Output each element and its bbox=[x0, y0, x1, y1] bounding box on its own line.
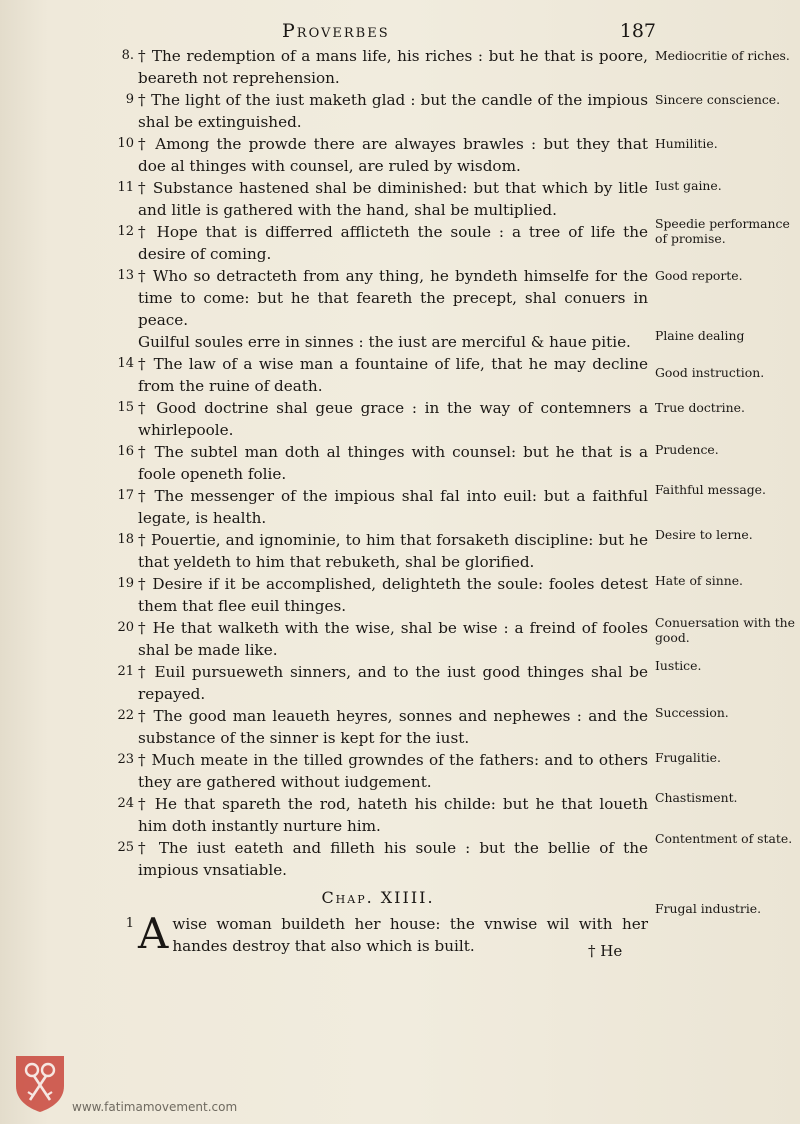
verse-number: 24 bbox=[117, 796, 134, 811]
margin-note: Good reporte. bbox=[655, 268, 743, 283]
verse-text: † The subtel man doth al thinges with counsel: but he that is a foole openeth folie. bbox=[138, 443, 648, 483]
verse-text: † The messenger of the impious shal fal into euil: but a faithful legate, is health. bbox=[138, 487, 648, 527]
verse-number: 14 bbox=[117, 356, 134, 371]
verse-number: 19 bbox=[117, 576, 134, 591]
page-header bbox=[140, 20, 660, 46]
footer-url: www.fatimamovement.com bbox=[72, 1100, 238, 1114]
verse-number: 16 bbox=[117, 444, 134, 459]
verse-number: 10 bbox=[117, 136, 134, 151]
verse-number: 13 bbox=[117, 268, 134, 283]
verse-number: 23 bbox=[117, 752, 134, 767]
verse-text: † Good doctrine shal geue grace : in the way of contemners a whirlepoole. bbox=[138, 399, 648, 439]
verse bbox=[108, 265, 648, 331]
verse bbox=[108, 45, 648, 89]
margin-note: Iustice. bbox=[655, 658, 702, 673]
verse-text: † Much meate in the tilled growndes of the fathers: and to others they are gathered without iudgement. bbox=[138, 751, 648, 791]
margin-note: Mediocritie of riches. bbox=[655, 48, 790, 63]
verse-number: 15 bbox=[117, 400, 134, 415]
margin-note: Conuersation with the good. bbox=[655, 615, 795, 645]
verse-number: 9 bbox=[125, 92, 134, 107]
verse-text: † The law of a wise man a fountaine of life, that he may decline from the ruine of death. bbox=[138, 355, 648, 395]
margin-note: Prudence. bbox=[655, 442, 719, 457]
verse bbox=[108, 331, 648, 353]
verse bbox=[108, 353, 648, 397]
verse bbox=[108, 749, 648, 793]
verse-number: 8. bbox=[121, 48, 134, 63]
margin-note: Plaine dealing bbox=[655, 328, 745, 343]
margin-note: Good instruction. bbox=[655, 365, 765, 380]
verse-number: 21 bbox=[117, 664, 134, 679]
verse-text: † Substance hastened shal be diminished: but that which by litle and litle is gathered with the hand, shal be multiplied. bbox=[138, 179, 648, 219]
verse bbox=[108, 485, 648, 529]
verse bbox=[108, 177, 648, 221]
margin-note: Speedie performance of promise. bbox=[655, 216, 790, 246]
verse-number: 25 bbox=[117, 840, 134, 855]
drop-cap: A bbox=[138, 909, 169, 958]
verse-number: 20 bbox=[117, 620, 134, 635]
margin-note: Succession. bbox=[655, 705, 729, 720]
verse bbox=[108, 397, 648, 441]
verse-text: † The iust eateth and filleth his soule : but the bellie of the impious vnsatiable. bbox=[138, 839, 648, 879]
verse-number: 1 bbox=[125, 916, 134, 931]
verse bbox=[108, 221, 648, 265]
margin-note: Frugal industrie. bbox=[655, 901, 762, 916]
verse bbox=[108, 89, 648, 133]
margin-note: Iust gaine. bbox=[655, 178, 722, 193]
verse-number: 18 bbox=[117, 532, 134, 547]
verse-number: 12 bbox=[117, 224, 134, 239]
catchword: † He bbox=[588, 942, 623, 960]
verse-number: 11 bbox=[117, 180, 134, 195]
verse bbox=[108, 573, 648, 617]
verse bbox=[108, 529, 648, 573]
running-title: Proverbes bbox=[282, 20, 390, 42]
papal-keys-logo-icon bbox=[12, 1052, 68, 1114]
verse-text: † Among the prowde there are alwayes brawles : but they that doe al thinges with counsel, are ruled by wisdom. bbox=[138, 135, 648, 175]
main-text bbox=[108, 45, 648, 957]
verse-text: † Pouertie, and ignominie, to him that forsaketh discipline: but he that yeldeth to him that rebuketh, shal be glorified. bbox=[138, 531, 648, 571]
verse-text bbox=[138, 909, 648, 958]
verse-text: † He that spareth the rod, hateth his childe: but he that loueth him doth instantly nurture him. bbox=[138, 795, 648, 835]
verse-number: 22 bbox=[117, 708, 134, 723]
verse-text: Guilful soules erre in sinnes : the iust are merciful & haue pitie. bbox=[138, 333, 631, 351]
chapter-heading: Chap. XIIII. bbox=[321, 888, 435, 907]
margin-note: Frugalitie. bbox=[655, 750, 721, 765]
verse-text: † Who so detracteth from any thing, he byndeth himselfe for the time to come: but he that feareth the precept, shal conuers in peace. bbox=[138, 267, 648, 329]
margin-note: Humilitie. bbox=[655, 136, 718, 151]
verse-text: † Desire if it be accomplished, delighteth the soule: fooles detest them that flee euil thinges. bbox=[138, 575, 648, 615]
verse-text: † The redemption of a mans life, his riches : but he that is poore, beareth not reprehension. bbox=[138, 47, 648, 87]
margin-note: True doctrine. bbox=[655, 400, 745, 415]
verse-text: † Hope that is differred afflicteth the soule : a tree of life the desire of coming. bbox=[138, 223, 648, 263]
verse bbox=[108, 617, 648, 661]
verse bbox=[108, 441, 648, 485]
verse-text: † He that walketh with the wise, shal be wise : a freind of fooles shal be made like. bbox=[138, 619, 648, 659]
margin-note: Desire to lerne. bbox=[655, 527, 753, 542]
margin-note: Contentment of state. bbox=[655, 831, 793, 846]
verse bbox=[108, 133, 648, 177]
verse-text: † The light of the iust maketh glad : but the candle of the impious shal be extinguished. bbox=[138, 91, 648, 131]
verse-text: † The good man leaueth heyres, sonnes and nephewes : and the substance of the sinner is kept for the iust. bbox=[138, 707, 648, 747]
verse bbox=[108, 793, 648, 837]
verse-text: † Euil pursueweth sinners, and to the iust good thinges shal be repayed. bbox=[138, 663, 648, 703]
margin-note: Faithful message. bbox=[655, 482, 766, 497]
verse bbox=[108, 705, 648, 749]
page-number: 187 bbox=[619, 20, 656, 42]
verse-body: wise woman buildeth her house: the vnwise wil with her handes destroy that also which is built. bbox=[172, 915, 648, 955]
verse bbox=[108, 661, 648, 705]
verse bbox=[108, 837, 648, 881]
margin-note: Chastisment. bbox=[655, 790, 738, 805]
margin-note: Hate of sinne. bbox=[655, 573, 743, 588]
verse-number: 17 bbox=[117, 488, 134, 503]
chapter-first-verse bbox=[108, 909, 648, 958]
margin-note: Sincere conscience. bbox=[655, 92, 781, 107]
